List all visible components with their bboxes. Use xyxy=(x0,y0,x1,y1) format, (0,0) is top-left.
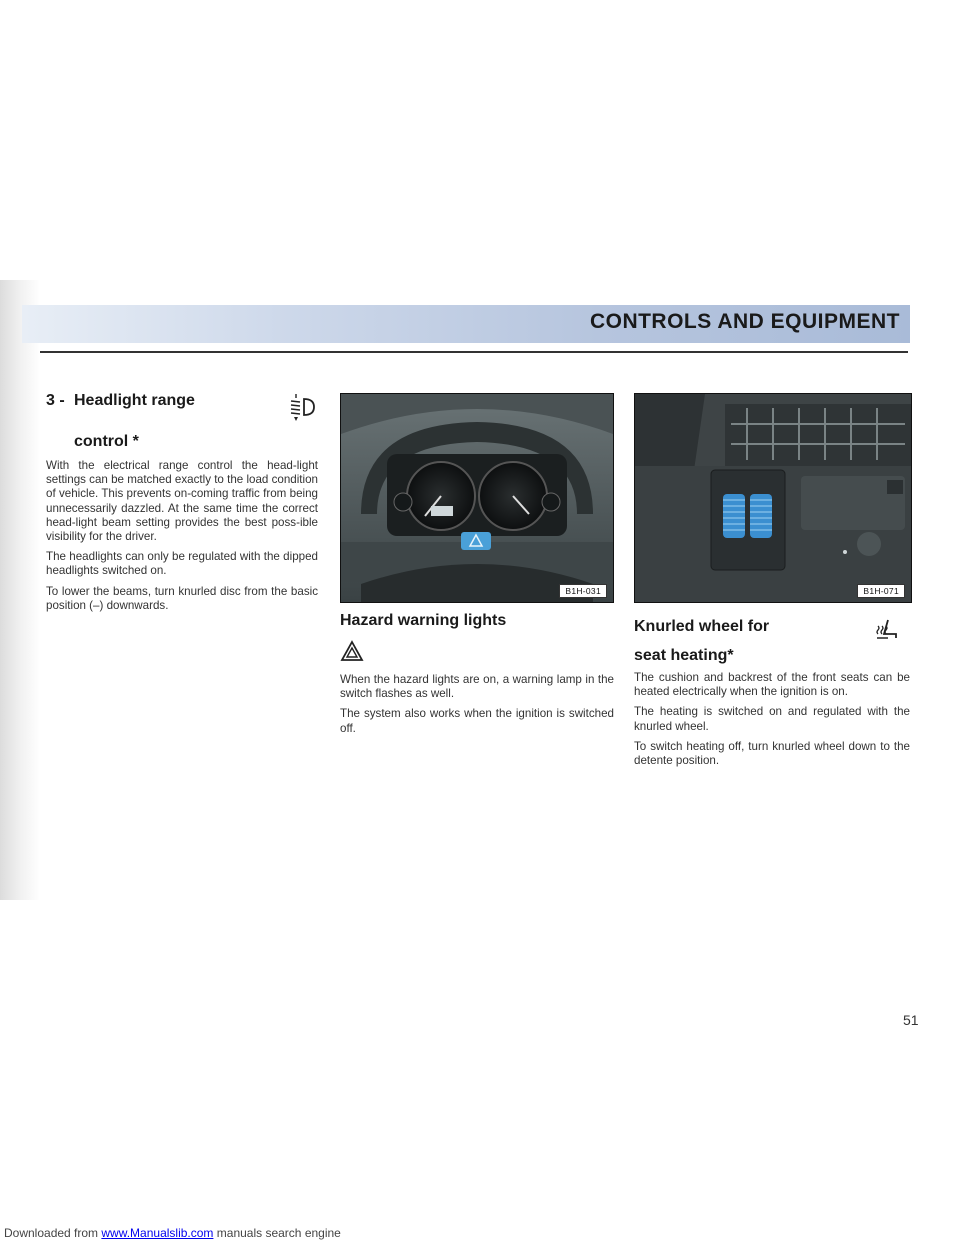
footer-prefix: Downloaded from xyxy=(4,1226,102,1240)
header-rule xyxy=(40,351,908,353)
section-title-continued: control * xyxy=(74,433,139,450)
footer-suffix: manuals search engine xyxy=(213,1226,341,1240)
hazard-heading: Hazard warning lights xyxy=(340,612,507,629)
section-number: 3 - xyxy=(46,392,65,409)
seat-heating-wheel-photo xyxy=(634,393,912,603)
download-footer xyxy=(4,1226,341,1240)
headlight-range-icon xyxy=(288,392,318,427)
seat-heating-heading xyxy=(634,618,910,647)
seat-paragraph-1: The cushion and backrest of the front seats can be heated electrically when the ignition is on. xyxy=(634,671,910,699)
seat-paragraph-3: To switch heating off, turn knurled wheel down to the detente position. xyxy=(634,739,910,768)
headlight-range-section xyxy=(46,392,318,619)
headlight-range-heading xyxy=(46,392,318,427)
instrument-cluster-photo xyxy=(340,393,614,603)
section-banner xyxy=(22,305,910,343)
figure-code: B1H-031 xyxy=(559,584,607,598)
hazard-paragraph-1: When the hazard lights are on, a warning lamp in the switch flashes as well. xyxy=(340,673,614,701)
seat-paragraph-2: The heating is switched on and regulated with the knurled wheel. xyxy=(634,705,910,733)
hazard-lights-section xyxy=(340,612,614,742)
manualslib-link[interactable]: www.Manualslib.com xyxy=(101,1226,214,1240)
seat-heating-section xyxy=(634,618,910,774)
figure-code: B1H-071 xyxy=(857,584,905,598)
banner-title: CONTROLS AND EQUIPMENT xyxy=(589,310,900,333)
headlight-paragraph-1: With the electrical range control the head-light settings can be matched exactly to the load condition of vehicle. This prevents on-coming traffic from being unnecessarily dazzled. At the same time the correct head-light beam setting provides the best poss-ible visibility for the driver. xyxy=(46,459,318,544)
page-binding-shadow xyxy=(0,280,40,900)
seat-heading-line-1: Knurled wheel for xyxy=(634,618,770,635)
page-number: 51 xyxy=(903,1012,919,1028)
seat-heading-line-2: seat heating* xyxy=(634,647,734,664)
warning-triangle-icon xyxy=(340,640,614,667)
section-title: Headlight range xyxy=(74,392,195,409)
seat-heating-icon xyxy=(874,618,900,647)
headlight-paragraph-3: To lower the beams, turn knurled disc from the basic position (–) downwards. xyxy=(46,584,318,612)
hazard-paragraph-2: The system also works when the ignition is switched off. xyxy=(340,707,614,735)
headlight-paragraph-2: The headlights can only be regulated with the dipped headlights switched on. xyxy=(46,550,318,578)
